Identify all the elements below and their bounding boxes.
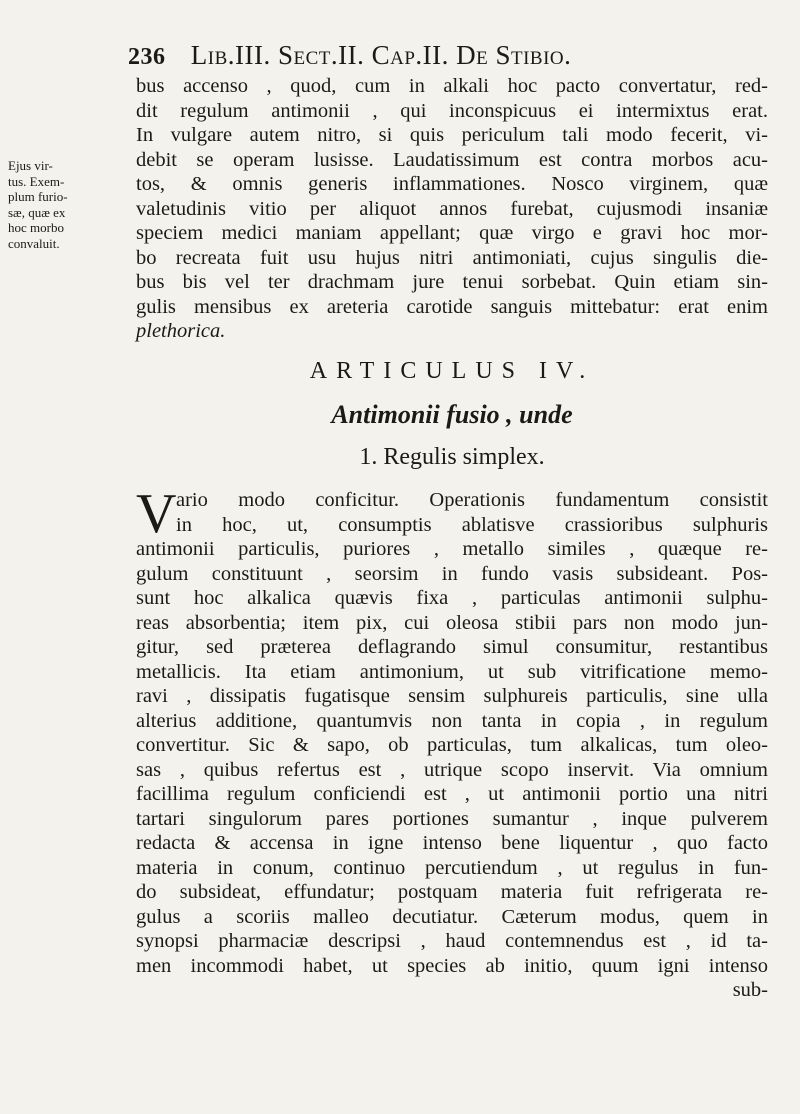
text-line: convertitur. Sic & sapo, ob particulas, tum alkalicas, tum oleo- xyxy=(136,734,768,756)
text-line: antimonii particulis, puriores , metallo similes , quæque re- xyxy=(136,538,768,560)
text-line: valetudinis vitio per aliquot annos furebat, cujusmodi insaniæ xyxy=(136,197,768,220)
text-line: materia in conum, continuo percutiendum , ut regulus in fun- xyxy=(136,856,768,879)
text-line: metallicis. Ita etiam antimonium, ut sub vitrificatione memo- xyxy=(136,660,768,683)
paragraph-continuation xyxy=(136,74,768,344)
text-line: tartari singulorum pares portiones sumantur , inque pulverem xyxy=(136,807,768,830)
text-line: do subsideat, effundatur; postquam materia fuit refrigerata re- xyxy=(136,881,768,903)
text-line: gulum constituunt , seorsim in fundo vasis subsideant. Pos- xyxy=(136,562,768,585)
text-line: gitur, sed præterea deflagrando simul consumitur, restantibus xyxy=(136,636,768,658)
text-line: debit se operam lusisse. Laudatissimum est contra morbos acu- xyxy=(136,148,768,171)
text-line: bo recreata fuit usu hujus nitri antimoniati, cujus singulis die- xyxy=(136,246,768,269)
margin-note-line: sæ, quæ ex xyxy=(8,204,66,220)
text-line: speciem medici maniam appellant; quæ virgo e gravi hoc mor- xyxy=(136,222,768,244)
text-line: tos, & omnis generis inflammationes. Nosco virginem, quæ xyxy=(136,173,768,195)
section-subheading: Antimonii fusio , unde xyxy=(331,400,573,429)
running-title: Lib.III. Sect.II. Cap.II. De Stibio. xyxy=(190,40,572,70)
text-line: ario modo conficitur. Operationis fundamentum consistit xyxy=(176,489,768,511)
text-line: plethorica. xyxy=(136,320,226,342)
text-line: alterius additione, quantumvis non tanta in copia , in regulum xyxy=(136,709,768,732)
text-line: synopsi pharmaciæ descripsi , haud contemnendus est , id ta- xyxy=(136,930,768,952)
margin-note-line: tus. Exem- xyxy=(8,173,65,189)
text-line: gulus a scoriis malleo decutiatur. Cæterum modus, quem in xyxy=(136,905,768,928)
text-line: redacta & accensa in igne intenso bene liquentur , quo facto xyxy=(136,832,768,854)
text-line: dit regulum antimonii , qui inconspicuus ei intermixtus erat. xyxy=(136,99,768,122)
text-line: bus bis vel ter drachmam jure tenui sorbebat. Quin etiam sin- xyxy=(136,271,768,293)
margin-note-line: convaluit. xyxy=(8,235,60,251)
text-line: sas , quibus refertus est , utrique scopo inservit. Via omnium xyxy=(136,758,768,781)
text-line: reas absorbentia; item pix, cui oleosa stibii pars non modo jun- xyxy=(136,611,768,634)
margin-note-line: Ejus vir- xyxy=(8,158,53,173)
catchword: sub- xyxy=(732,979,768,1001)
text-line: men incommodi habet, ut species ab initio, quum igni intenso xyxy=(136,954,768,977)
text-line: facillima regulum conficiendi est , ut antimonii portio una nitri xyxy=(136,783,768,805)
article-heading: ARTICULUS IV. xyxy=(309,358,595,384)
margin-note-line: hoc morbo xyxy=(8,220,64,235)
text-line: in hoc, ut, consumptis ablatisve crassioribus sulphuris xyxy=(176,513,768,536)
text-line: bus accenso , quod, cum in alkali hoc pacto convertatur, red- xyxy=(136,75,768,97)
text-line: gulis mensibus ex areteria carotide sanguis mittebatur: erat enim xyxy=(136,295,768,318)
page-number: 236 xyxy=(128,44,166,70)
text-line: In vulgare autem nitro, si quis periculum tali modo fecerit, vi- xyxy=(136,124,768,146)
text-line: sunt hoc alkalica quævis fixa , particulas antimonii sulphu- xyxy=(136,587,768,609)
text-line: ravi , dissipatis fugatisque sensim sulphureis particulis, sine ulla xyxy=(136,685,768,707)
numbered-heading: 1. Regulis simplex. xyxy=(359,444,545,470)
paragraph-main xyxy=(136,483,768,1003)
margin-note-line: plum furio- xyxy=(8,189,68,204)
drop-capital: V xyxy=(136,483,177,545)
margin-note xyxy=(8,158,128,251)
